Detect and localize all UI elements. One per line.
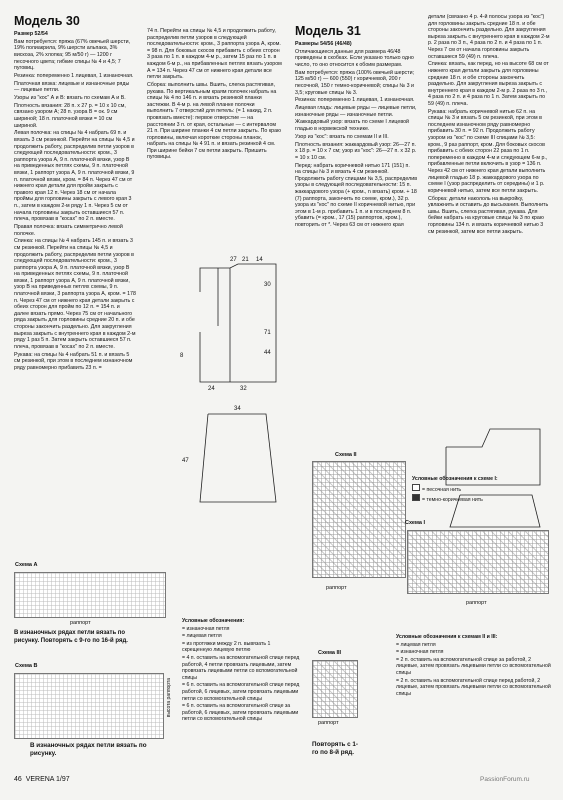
dim-14: 14 xyxy=(256,257,263,263)
model30-column-1 xyxy=(14,14,136,373)
legend-model31-schema1 xyxy=(412,476,552,505)
magazine-name: VERENA 1/97 xyxy=(25,776,70,783)
model30-gauge: Плотность вязания: 28 п. х 27 р. = 10 х 10 см, связано узором А; 28 п. узора В = ок. 9 см шириной; 18 п. платочной вязки = 10 см шириной. xyxy=(14,102,126,129)
dim-44: 44 xyxy=(264,350,271,356)
legend-model31-schema23-item: = изнаночная петля xyxy=(396,649,444,656)
model31-materials: Вам потребуется: пряжа (100% овечьей шерсти; 125 м/50 г) — 600 (550) г коричневой, 200 г песочной, 150 г темно-коричневой; спицы № 3 и 3,5; круговые спицы № 3. xyxy=(295,69,415,96)
sand-swatch-icon xyxy=(412,484,420,491)
model31-column-2 xyxy=(428,14,550,236)
dark-brown-swatch-icon xyxy=(412,494,420,501)
legend-model30-title: Условные обозначения: xyxy=(182,618,245,624)
schema-b-title: Схема В xyxy=(15,663,38,669)
model30-cables: Узоры из "кос" А и В: вязать по схемам А и В. xyxy=(14,95,126,102)
schema-b-side-label: высота раппорта xyxy=(166,678,172,718)
model30-title: Модель 30 xyxy=(14,14,80,28)
legend-model31-schema23-item: = лицевая петля xyxy=(396,641,436,648)
legend-model31-schema23 xyxy=(396,634,552,698)
model30-schematic xyxy=(178,257,288,512)
dim-47: 47 xyxy=(182,458,189,464)
schema-a-note: В изнаночных рядах петли вязать по рисунку. Повторять с 9-го по 16-й ряд. xyxy=(14,630,128,644)
legend-model30-item: = 6 п. оставить на вспомогательной спице за работой, 6 лицевых, затем провязать лицевыми петли со вспомогательной спицы xyxy=(182,703,299,723)
model31-front-cont: детали (связано 4 р. 4-й полосы узора из "кос") для горловины закрыть средние 18 п. и обе стороны закончить раздельно. Для закругления выреза закрыть с внутреннего края в каждом 2-м р. 2 раза по 3 п., 4 раза по 2 п. и 4 раза по 1 п. Через 7 см от начала горловины закрыть оставшиеся 59 (49) п. плеча. xyxy=(428,14,550,60)
schema1-title: Схема I xyxy=(405,520,425,526)
model30-left-front: Левая полочка: на спицы № 4 набрать 69 п. и вязать 3 см резинкой. Перейти на спицы № 4,5 и продолжить работу, распределив петли узоров в следующей последовательности: кром., 3 раппорта узора А, 9 п. платочной вязки, узор В на приведенных петлях схемы, 9 п. платочной вязки, 1 раппорт узора А, 9 п. платочной вязки, 9 п. платочной вязки, кром. = 84 п. Через 47 см от нижнего края детали для пройм закрыть с правого края 12 п. Через 18 см от начала проймы для горловины закрыть с левого края 3 п., затем в каждом 2-м ряду 1 п. Через 5 см от начала горловины закрыть оставшиеся 57 п. плеча, провязав в "косах" по 2 п. вместе. xyxy=(14,130,135,223)
schema2-title: Схема II xyxy=(335,452,357,458)
model31-size: Размеры 54/56 (46/48) xyxy=(295,41,352,47)
model31-assembly: Сборка: детали накололь на выкройку, увлажнить и оставить до высыхания. Выполнить швы. Вшить, слегка растягивая, рукава. Для бейки набрать на круговые спицы № 3 по краю горловины 134 п. и вязать коричневой нитью 3 см резинкой, затем все петли закрыть. xyxy=(428,195,549,235)
model31-intro: Отличающиеся данные для размера 46/48 приведены в скобках. Если указано только одно число, то оно относится к обоим размерам. xyxy=(295,48,414,68)
schema-b-note: В изнаночных рядах петли вязать по рисунку. xyxy=(30,742,147,757)
legend-model30-item: = изнаночная петля xyxy=(182,625,230,632)
model31-sleeves: Рукава: набрать коричневой нитью 62 п. на спицы № 3 и вязать 5 см резинкой, при этом в последнем изнаночном ряду равномерно прибавить 30 п. = 92 п. Продолжить работу узором из "кос" по схеме III спицами № 3,5: кром., 9 раз раппорт, кром. Для боковых скосов прибавить с обеих сторон 22 раза по 1 п. попеременно в каждом 4-м и следующем 6-м р., прибавленные петли включить в узор = 136 п. Через 42 см от нижнего края детали выполнить лицевой гладью 18 р. жаккардового узора по схеме I (узор распределить от середины) и 1 р. коричневой нитью, затем все петли закрыть. xyxy=(428,108,548,194)
model30-materials: Вам потребуется: пряжа (67% овечьей шерсти, 19% полиакрила, 9% шерсти альпака, 3% вискоза, 2% хлопка; 95 м/50 г) — 1200 г песочного цвета; гибкие спицы № 4 и 4,5; 7 пуговиц. xyxy=(14,38,131,72)
model30-garter: Платочная вязка: лицевые и изнаночные ряды — лицевые петли. xyxy=(14,80,130,94)
schema2-rapport: раппорт xyxy=(326,585,347,591)
model31-gauge: Плотность вязания: жаккардовый узор: 26—27 п. х 18 р. = 10 х 7 см; узор из "кос": 26—27 п. х 32 р. = 10 х 10 см. xyxy=(295,141,417,161)
model30-size: Размер 52/54 xyxy=(14,31,48,37)
dim-8: 8 xyxy=(180,353,184,359)
dim-71: 71 xyxy=(264,330,271,336)
model31-front: Перед: набрать коричневой нитью 171 (151) п. на спицы № 3 и вязать 4 см резинкой. Продолжить работу спицами № 3,5, распределив узоры в следующей последовательности: 15 п. жаккардового узора (+ кром., n вязать) кром. + 18 (7) раппорта, закончить по схеме, кром.), 32 р. узора из "кос" по схеме II коричневой нитью, при этом в 1-м р. прибавить 1 п. и в последнем 8 п. убавить (= кром., 17 (15) раппортов, кром.), повторить от *. Через 63 см от нижнего края xyxy=(295,162,418,228)
model31-title: Модель 31 xyxy=(295,24,361,38)
watermark: PassionForum.ru xyxy=(480,776,530,783)
schema-a-title: Схема А xyxy=(15,562,38,568)
dim-21: 21 xyxy=(242,257,249,263)
schema3-note: Повторять с 1-го по 8-й ряд. xyxy=(312,741,358,756)
schema-a-rapport: раппорт xyxy=(70,620,91,626)
dim-27: 27 xyxy=(230,257,237,263)
model31-column-1 xyxy=(295,24,417,230)
schema-a-chart xyxy=(14,572,166,618)
dim-34: 34 xyxy=(234,406,241,412)
model30-sleeves-cont: 74 п. Перейти на спицы № 4,5 и продолжить работу, распределив петли узоров в следующей последовательности: кром., 3 раппорта узора А, кром. = 98 п. Для боковых скосов прибавить с обеих сторон 3 раза по 1 п. в каждом 4-м р., затем 15 раз по 1 п. в каждом 6-м р., на прибавленных петлях вязать узором А = 134 п. Через 47 см от нижнего края детали все петли закрыть. xyxy=(147,28,282,81)
schema-b-chart xyxy=(14,673,164,739)
dim-30: 30 xyxy=(264,282,271,288)
model30-rib: Резинка: попеременно 1 лицевая, 1 изнаночная. xyxy=(14,72,134,79)
schema3-rapport: раппорт xyxy=(318,720,339,726)
model31-cables: Узор из "кос": вязать по схемам II и III. xyxy=(295,133,389,140)
dim-24: 24 xyxy=(208,386,215,392)
legend-model31-schema23-item: = 2 п. оставить на вспомогательной спице за работой, 2 лицевые, затем провязать лицевыми петли со вспомогательной спицы xyxy=(396,656,551,676)
legend-model30-item: = 4 п. оставить на вспомогательной спице перед работой, 4 петли провязать лицевыми, затем провязать лицевыми петли со вспомогательной спицы xyxy=(182,654,300,681)
model31-stockinette: Лицевая гладь: лицевые ряды — лицевые петли, изнаночные ряды — изнаночные петли. xyxy=(295,105,417,118)
legend-model30-item: = 6 п. оставить на вспомогательной спице перед работой, 6 лицевых, затем провязать лицевыми петли со вспомогательной спицы xyxy=(182,682,300,702)
legend-model31-schema23-item: = 2 п. оставить на вспомогательной спице перед работой, 2 лицевые, затем провязать лицевыми петли со вспомогательной спицы xyxy=(396,677,551,697)
model31-rib: Резинка: попеременно 1 лицевая, 1 изнаночная. xyxy=(295,97,415,104)
model30-assembly: Сборка: выполнить швы. Вшить, слегка растягивая, рукава. По вертикальным краям полочек набрать на спицы № 4 по 146 п. и вязать резинкой планки застежки. В 4-м р. на левой планке полочки выполнить 7 отверстий для петель: (= 1 накид, 2 п. провязать вместе): первое отверстие — на расстоянии 3 п. от края, остальные — с интервалом 21 п. При ширине планки 4 см петли закрыть. По краю горловины, включая короткие стороны планок, набрать на спицы № 4 91 п. и вязать резинкой 4 см. При ширине бейки 7 см петли закрыть. Пришить пуговицы. xyxy=(147,81,282,161)
model31-back: Спинка: вязать, как перед, но на высоте 68 см от нижнего края детали закрыть для горловины средние 18 п. и обе стороны закончить раздельно. Для закругления выреза закрыть с внутреннего края в каждом 2-м р. 2 раза по 3 п., 4 раза по 2 п. и 4 раза по 1 п. Затем закрыть по 59 (49) п. плеча. xyxy=(428,61,549,107)
dim-32: 32 xyxy=(240,386,247,392)
schema2-chart xyxy=(312,461,406,578)
model30-back: Спинка: на спицы № 4 набрать 145 п. и вязать 3 см резинкой. Перейти на спицы № 4,5 и продолжить работу, распределив петли узоров в следующей последовательности: кром., 3 раппорта узора А, 9 п. платочной вязки, узор В на приведенных петлях схемы, 9 п. платочной вязки, 1 раппорт узора А, 9 п. платочной вязки, узор В на приведенных петлях схемы, 9 п. платочной вязки, 3 раппорта узора А, кром. = 178 п. Через 47 см от нижнего края детали закрыть с обеих сторон для пройм по 12 п. = 154 п. и далее вязать прямо. Через 75 см от начального ряда закрыть для горловины средние 20 п. и обе стороны закончить раздельно. Для закругления выреза закрыть с внутреннего края в каждом 2-м ряду 1 раз 5 п. Затем закрыть оставшиеся 57 п. плеча, провязав в "косах" по 2 п. вместе. xyxy=(14,238,136,350)
legend-model30 xyxy=(182,618,300,724)
page-number: 46 VERENA 1/97 xyxy=(14,776,70,783)
model31-jacquard: Жаккардовый узор: вязать по схеме I лицевой гладью в норвежской технике. xyxy=(295,119,409,133)
legend-model31-schema1-item: = песочная нить xyxy=(412,484,552,494)
schema3-chart xyxy=(312,660,358,718)
legend-model31-schema23-title: Условные обозначения к схемам II и III: xyxy=(396,634,498,640)
legend-model31-schema1-title: Условные обозначения к схеме I: xyxy=(412,476,498,482)
model30-sleeves: Рукава: на спицы № 4 набрать 51 п. и вязать 5 см резинкой, при этом в последнем изнаночном ряду равномерно прибавить 23 п. = xyxy=(14,351,133,371)
schema1-chart xyxy=(407,530,549,594)
model30-column-2 xyxy=(147,28,282,162)
schema1-rapport: раппорт xyxy=(466,600,487,606)
legend-model30-item: = из протяжки между 2 п. вывязать 1 скрещенную лицевую петлю xyxy=(182,640,271,654)
model30-right-front: Правая полочка: вязать симметрично левой полочке. xyxy=(14,223,123,237)
schema3-title: Схема III xyxy=(318,650,342,656)
legend-model30-item: = лицевая петля xyxy=(182,633,222,640)
legend-model31-schema1-item: = темно-коричневая нить xyxy=(412,494,552,504)
